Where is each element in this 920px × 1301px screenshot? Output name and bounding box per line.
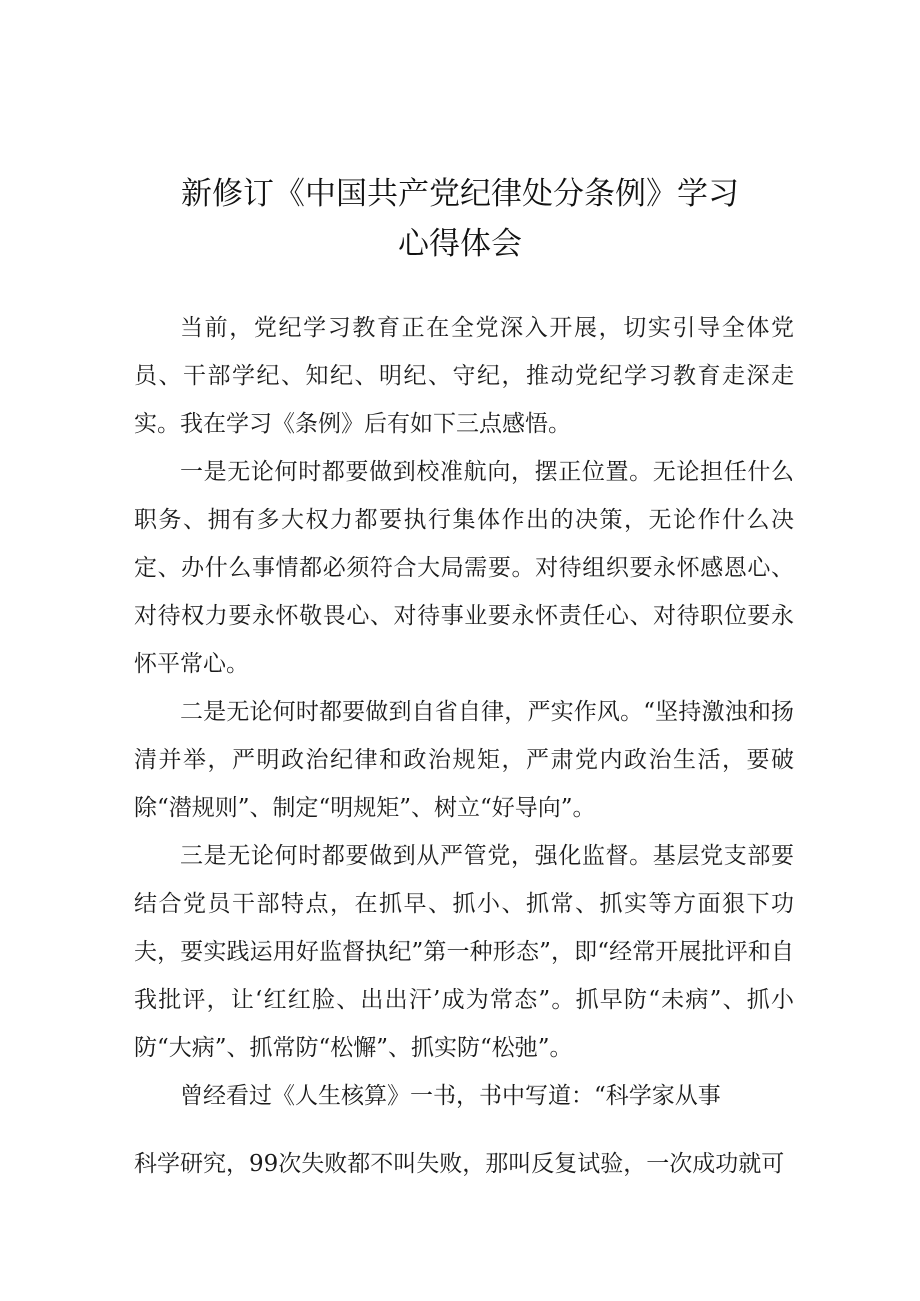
paragraph-continuation: 科学研究，99次失败都不叫失败，那叫反复试验，一次成功就可 [134,1151,785,1177]
paragraph-book-quote: 曾经看过《人生核算》一书，书中写道：“科学家从事 [180,1083,721,1109]
paragraph-point-three: 三是无论何时都要做到从严管党，强化监督。基层党支部要结合党员干部特点，在抓早、抓小、抓常、抓实等方面狠下功夫，要实践运用好监督执纪”第一种形态”，即“经常开展批评和自我批评，让‘红红脸、出出汗’成为常态”。抓早防“未病”、抓小防“大病”、抓常防“松懈”、抓实防“松弛”。 [134,843,794,1061]
paragraph-point-one: 一是无论何时都要做到校准航向，摆正位置。无论担任什么职务、拥有多大权力都要执行集体作出的决策，无论作什么决定、办什么事情都必须符合大局需要。对待组织要永怀感恩心、对待权力要永怀敬畏心、对待事业要永怀责任心、对待职位要永怀平常心。 [134,459,794,677]
document-title-line-1: 新修订《中国共产党纪律处分条例》学习 [181,176,739,212]
paragraph-point-two: 二是无论何时都要做到自省自律，严实作风。“坚持激浊和扬清并举，严明政治纪律和政治规矩，严肃党内政治生活，要破除“潜规则”、制定“明规矩”、树立“好导向”。 [134,699,794,821]
paragraph-intro: 当前，党纪学习教育正在全党深入开展，切实引导全体党员、干部学纪、知纪、明纪、守纪，推动党纪学习教育走深走实。我在学习《条例》后有如下三点感悟。 [134,315,794,437]
document-title-line-2: 心得体会 [398,226,522,262]
